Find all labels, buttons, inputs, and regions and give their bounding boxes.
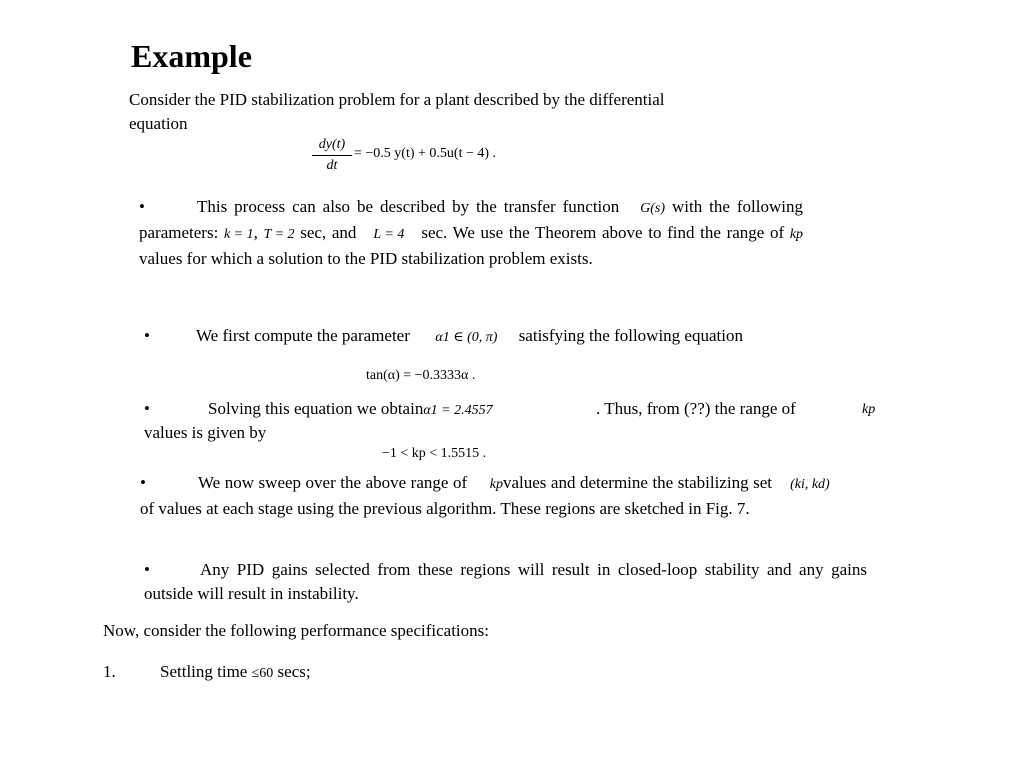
bullet-3-line-1b — [596, 397, 796, 421]
ki-kd-pair: (ki, kd) — [790, 477, 830, 492]
spec-item-1-number: 1. — [103, 662, 116, 681]
equation-1-rhs: = −0.5 y(t) + 0.5u(t − 4) . — [354, 146, 497, 161]
spec-item-1-symbol: ≤ — [251, 666, 260, 681]
bullet-4-text-b: values and determine the stabilizing set — [502, 473, 772, 492]
bullet-2-symbol: • — [144, 326, 150, 345]
bullet-1 — [139, 195, 803, 271]
bullet-2-text-a: We first compute the parameter — [196, 326, 410, 345]
param-k: k = 1 — [223, 227, 254, 242]
bullet-3-line-1 — [144, 397, 493, 423]
spec-item-1-label: Settling time — [160, 662, 248, 681]
slide-title: Example — [131, 38, 252, 74]
bullet-3-text-a: Solving this equation we obtain — [208, 399, 424, 418]
bullet-2-text-b: satisfying the following equation — [518, 326, 743, 345]
bullet-1-symbol: • — [139, 197, 145, 216]
spec-intro: Now, consider the following performance specifications: — [103, 621, 489, 640]
kp-symbol: kp — [862, 402, 876, 417]
equation-1-fraction — [312, 136, 352, 175]
param-l: L = 4 — [373, 227, 405, 242]
equation-2: tan(α) = −0.3333α . — [366, 368, 476, 383]
kp-symbol: kp — [489, 477, 503, 492]
equation-1-numerator: dy(t) — [318, 137, 346, 152]
equation-1-denominator: dt — [326, 158, 338, 173]
fraction-bar — [312, 155, 352, 156]
spec-item-1 — [103, 660, 311, 686]
spec-item-1-unit: secs; — [277, 662, 311, 681]
bullet-1-text-e: values for which a solution to the PID stabilization problem exists. — [139, 249, 593, 268]
bullet-3-text-b: . Thus, from (??) the range of — [596, 399, 796, 418]
bullet-5-symbol: • — [144, 560, 150, 579]
bullet-3-symbol: • — [144, 399, 150, 418]
bullet-1-text-b: with the following parameters: — [139, 197, 803, 242]
alpha-value: α1 = 2.4557 — [423, 403, 493, 418]
intro-line-2: equation — [129, 114, 188, 133]
bullet-4-text-c: of values at each stage using the previous algorithm. These regions are sketched in Fig. 7. — [140, 499, 750, 518]
spec-item-1-value: 60 — [259, 666, 274, 681]
bullet-4-symbol: • — [140, 473, 146, 492]
transfer-function-gs: G(s) — [640, 201, 666, 216]
bullet-4-text-a: We now sweep over the above range of — [198, 473, 468, 492]
kp-symbol: kp — [789, 227, 804, 242]
param-comma: , — [253, 223, 258, 242]
bullet-1-text-a: This process can also be described by the transfer function — [197, 197, 620, 216]
alpha-range: α1 ∈ (0, π) — [435, 330, 498, 345]
bullet-1-text-c: sec, and — [300, 223, 357, 242]
intro-line-1: Consider the PID stabilization problem for a plant described by the differential — [129, 90, 665, 109]
bullet-2 — [144, 324, 743, 350]
bullet-1-text-d: sec. We use the Theorem above to find the range of — [421, 223, 785, 242]
bullet-4 — [140, 471, 843, 521]
bullet-5 — [144, 558, 867, 606]
param-t: T = 2 — [263, 227, 295, 242]
bullet-5-text: Any PID gains selected from these regions will result in closed-loop stability and any gains outside will result in instability. — [144, 560, 867, 603]
equation-3: −1 < kp < 1.5515 . — [382, 446, 487, 461]
bullet-3-line-2: values is given by — [144, 423, 267, 442]
